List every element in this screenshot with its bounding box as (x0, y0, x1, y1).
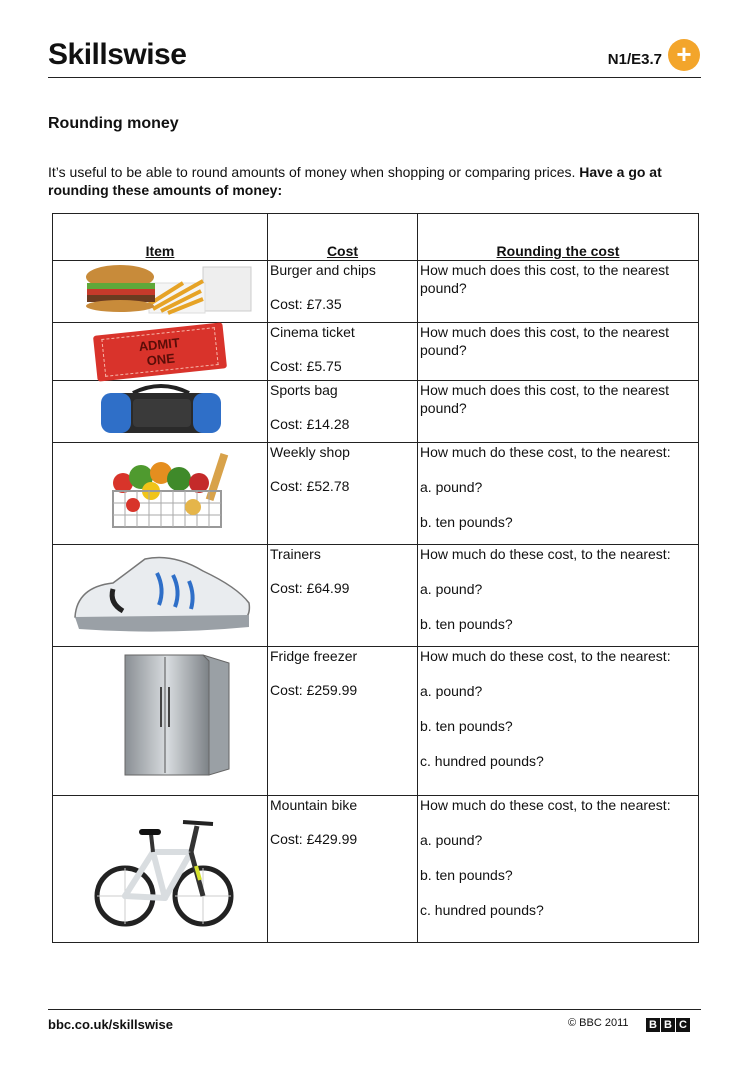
item-name: Mountain bike (270, 797, 358, 813)
item-cost: Cost: £5.75 (270, 358, 342, 374)
rounding-option: b. ten pounds? (420, 514, 513, 530)
rounding-option: b. ten pounds? (420, 718, 513, 734)
item-cost-cell (268, 647, 418, 796)
item-name: Trainers (270, 546, 321, 562)
intro-text: It’s useful to be able to round amounts of money when shopping or comparing prices. Have a go at rounding these amounts of money: (48, 164, 662, 198)
item-cost: Cost: £259.99 (270, 682, 358, 698)
cinema-ticket-image (53, 323, 268, 381)
rounding-question: How much do these cost, to the nearest: (420, 444, 671, 460)
copyright: © BBC 2011 (568, 1017, 629, 1029)
table-row (53, 545, 699, 647)
item-name: Burger and chips (270, 262, 376, 278)
rounding-question: How much do these cost, to the nearest: (420, 797, 671, 813)
rounding-option: c. hundred pounds? (420, 902, 544, 918)
bbc-logo: B B C (646, 1015, 691, 1033)
table-header-row (53, 214, 699, 261)
column-header-item: Item (53, 214, 268, 261)
rounding-option: a. pound? (420, 479, 483, 495)
rounding-option: a. pound? (420, 683, 483, 699)
rounding-table (52, 213, 699, 943)
rounding-option: a. pound? (420, 581, 483, 597)
skillswise-logo: Skillswise (48, 38, 187, 71)
item-cost: Cost: £64.99 (270, 580, 350, 596)
item-cost-cell (268, 261, 418, 323)
column-header-cost: Cost (268, 214, 418, 261)
table-row (53, 647, 699, 796)
item-name: Weekly shop (270, 444, 350, 460)
rounding-cell (418, 545, 699, 647)
table-row (53, 323, 699, 381)
item-cost-cell (268, 443, 418, 545)
item-cost: Cost: £52.78 (270, 478, 350, 494)
rounding-cell (418, 443, 699, 545)
rounding-cell (418, 647, 699, 796)
item-cost: Cost: £7.35 (270, 296, 342, 312)
item-cost-cell (268, 323, 418, 381)
table-row (53, 443, 699, 545)
rounding-question: How much do these cost, to the nearest: (420, 546, 671, 562)
item-name: Cinema ticket (270, 324, 355, 340)
rounding-question: How much does this cost, to the nearest pound? (420, 324, 670, 358)
item-name: Sports bag (270, 382, 338, 398)
rounding-option: c. hundred pounds? (420, 753, 544, 769)
fridge-freezer-image (53, 647, 268, 796)
footer-url[interactable]: bbc.co.uk/skillswise (48, 1017, 173, 1032)
rounding-cell (418, 323, 699, 381)
worksheet-code: N1/E3.7 (607, 51, 662, 68)
table-row (53, 381, 699, 443)
rounding-option: b. ten pounds? (420, 867, 513, 883)
page-title: Rounding money (48, 115, 179, 132)
rounding-cell (418, 381, 699, 443)
header-rule (48, 77, 701, 78)
item-cost-cell (268, 796, 418, 943)
plus-icon[interactable]: + (668, 39, 700, 71)
shopping-basket-image (53, 443, 268, 545)
rounding-option: b. ten pounds? (420, 616, 513, 632)
item-cost-cell (268, 381, 418, 443)
rounding-question: How much do these cost, to the nearest: (420, 648, 671, 664)
mountain-bike-image (53, 796, 268, 943)
rounding-option: a. pound? (420, 832, 483, 848)
item-cost: Cost: £429.99 (270, 831, 358, 847)
item-name: Fridge freezer (270, 648, 358, 664)
rounding-cell (418, 261, 699, 323)
sports-bag-image (53, 381, 268, 443)
item-cost: Cost: £14.28 (270, 416, 350, 432)
table-row (53, 796, 699, 943)
trainers-image (53, 545, 268, 647)
item-cost-cell (268, 545, 418, 647)
footer-rule (48, 1009, 701, 1010)
burger-image (53, 261, 268, 323)
table-row (53, 261, 699, 323)
rounding-cell (418, 796, 699, 943)
rounding-question: How much does this cost, to the nearest pound? (420, 262, 670, 296)
ticket-text: ADMIT ONE (137, 334, 181, 369)
rounding-question: How much does this cost, to the nearest pound? (420, 382, 670, 416)
column-header-rounding: Rounding the cost (418, 214, 699, 261)
